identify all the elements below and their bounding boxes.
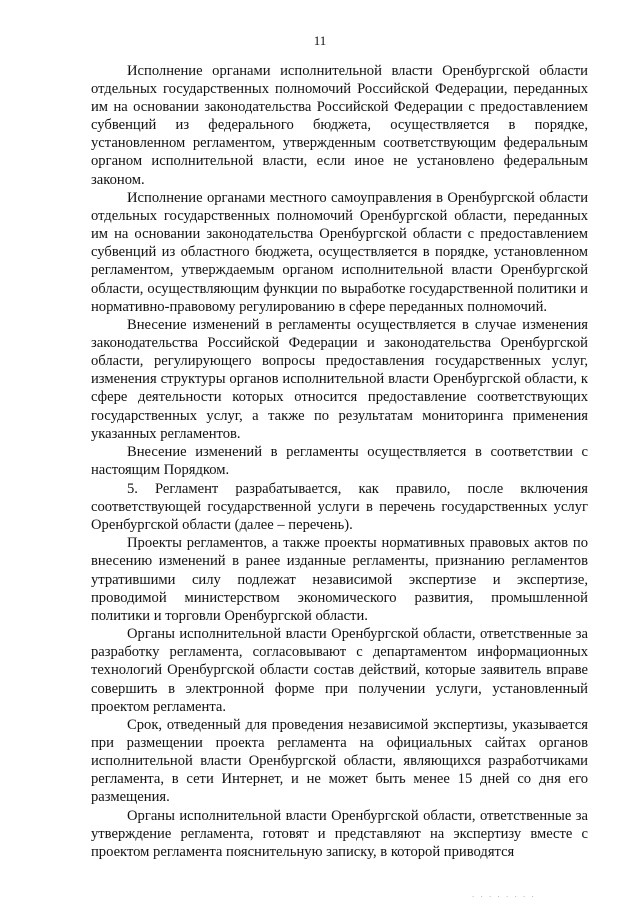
paragraph: Проекты регламентов, а также проекты нормативных правовых актов по внесению изменений в ранее изданные регламенты, признанию регламентов утратившими силу подлежат независимой экспертизе и экспертизе, проводимой министерством экономического развития, промышленной политики и торговли Оренбургской области. (91, 535, 588, 624)
paragraph: Исполнение органами исполнительной власти Оренбургской области отдельных государственных полномочий Российской Федерации, переданных им на основании законодательства Российской Федерации с предоставлением субвенций из федерального бюджета, осуществляется в порядке, установленном регламентом, утвержденным соответствующим федеральным органом исполнительной власти, если иное не установлено федеральным законом. (91, 63, 588, 188)
paragraph: Внесение изменений в регламенты осуществляется в случае изменения законодательства Российской Федерации и законодательства Оренбургской области, регулирующего вопросы предоставления государственных услуг, изменения структуры органов исполнительной власти Оренбургской области, к сфере деятельности которых относится предоставление соответствующих государственных услуг, а также по результатам мониторинга применения указанных регламентов. (91, 317, 588, 442)
paragraph: 5. Регламент разрабатывается, как правило, после включения соответствующей государственной услуги в перечень государственных услуг Оренбургской области (далее – перечень). (91, 480, 588, 533)
page-number: 11 (313, 33, 327, 48)
paragraph: Внесение изменений в регламенты осуществляется в соответствии с настоящим Порядком. (91, 444, 588, 479)
scan-artifact: . . . . . . . . (472, 889, 536, 899)
paragraph: Органы исполнительной власти Оренбургской области, ответственные за утверждение регламента, готовят и представляют на экспертизу вместе с проектом регламента пояснительную записку, в которой приводятся (91, 807, 588, 861)
document-body (91, 62, 588, 861)
paragraph: Органы исполнительной власти Оренбургской области, ответственные за разработку регламента, согласовывают с департаментом информационных технологий Оренбургской области состав действий, которые заявитель вправе совершить в электронной форме при получении услуги, установленный проектом регламента. (91, 626, 588, 715)
paragraph: Срок, отведенный для проведения независимой экспертизы, указывается при размещении проекта регламента на официальных сайтах органов исполнительной власти Оренбургской области, являющихся разработчиками регламента, в сети Интернет, и не может быть менее 15 дней со дня его размещения. (91, 717, 588, 806)
paragraph: Исполнение органами местного самоуправления в Оренбургской области отдельных государственных полномочий Оренбургской области, переданных им на основании законодательства Оренбургской области с предоставлением субвенций из областного бюджета, осуществляется в порядке, установленном регламентом, утверждаемым органом исполнительной власти Оренбургской области, осуществляющим функции по выработке государственной политики и нормативно-правовому регулированию в сфере переданных полномочий. (91, 190, 588, 315)
